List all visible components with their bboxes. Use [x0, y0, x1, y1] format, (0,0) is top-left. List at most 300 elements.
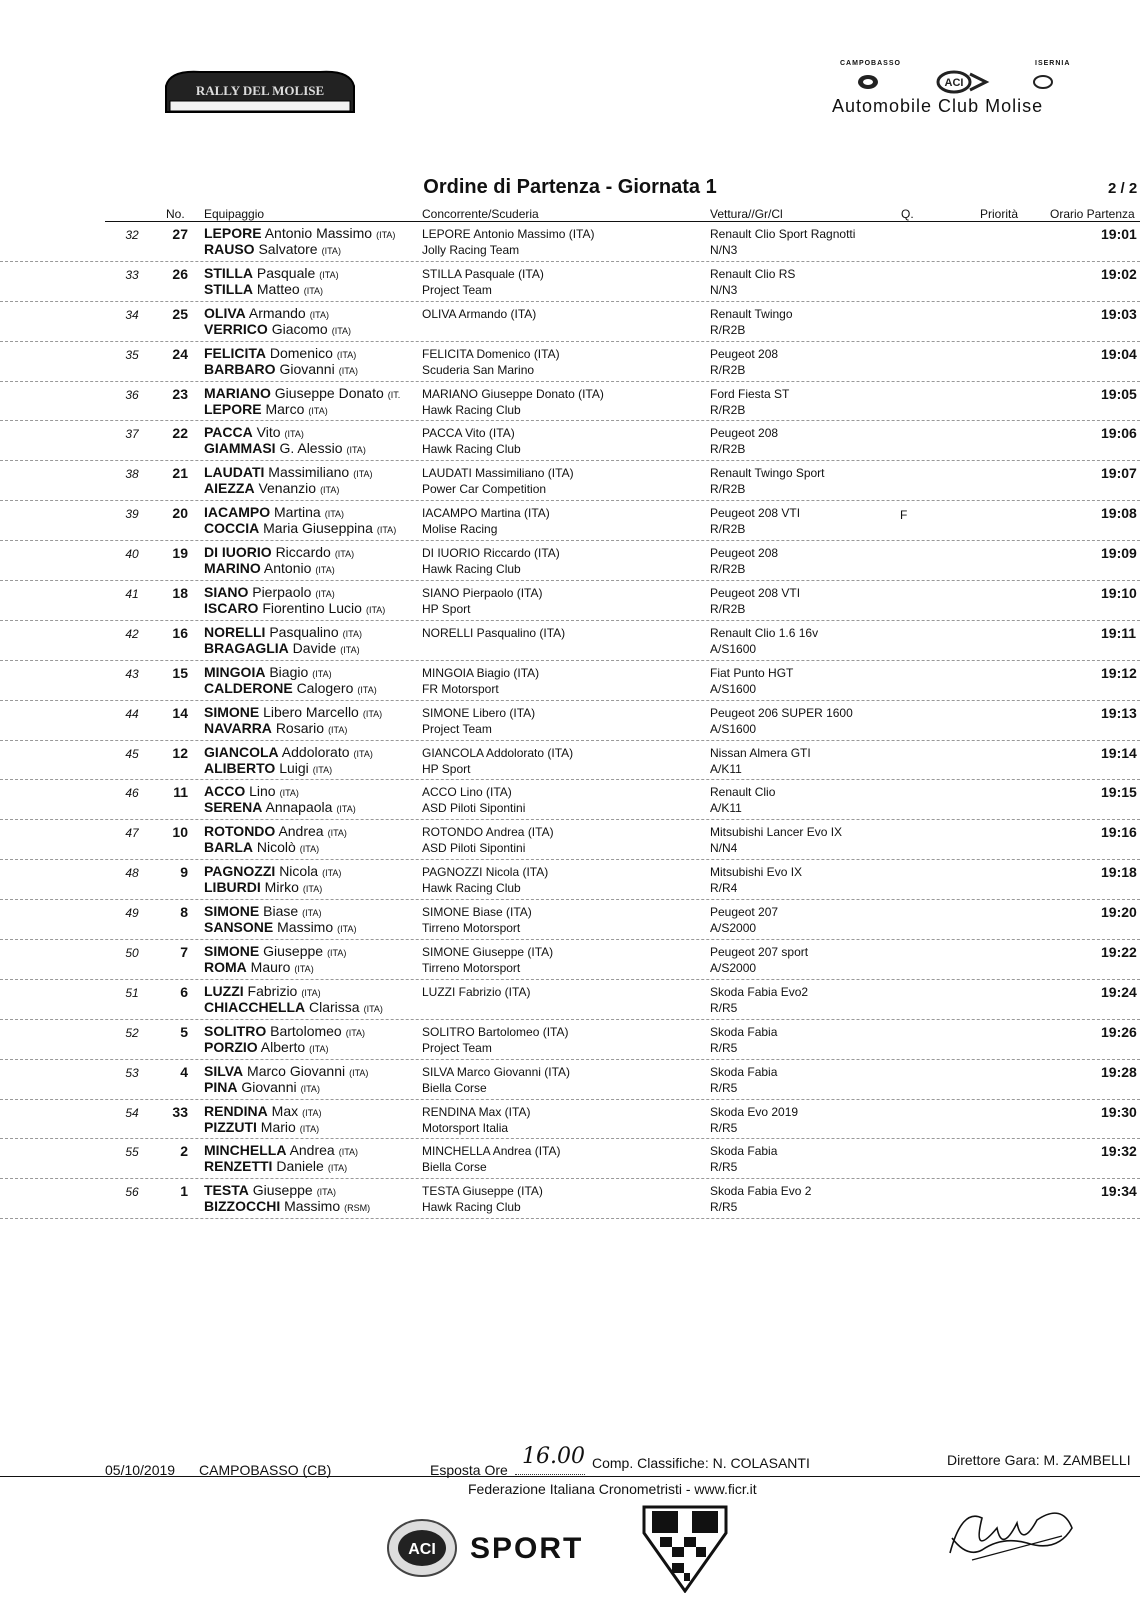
driver-last-name: OLIVA	[204, 304, 246, 321]
entrant-name: LUZZI Fabrizio (ITA)	[422, 984, 531, 999]
driver-last-name: STILLA	[204, 264, 253, 281]
codriver-nationality: (RSM)	[344, 1203, 371, 1214]
codriver-first-name: Calogero	[296, 679, 354, 696]
footer-classifiche: Comp. Classifiche: N. COLASANTI	[592, 1455, 810, 1471]
codriver-last-name: BARBARO	[204, 360, 276, 377]
start-time: 19:04	[1101, 345, 1137, 362]
car-model: Nissan Almera GTI	[710, 745, 811, 760]
car-model: Peugeot 208	[710, 426, 779, 441]
car-model: Renault Clio RS	[710, 266, 796, 281]
driver-last-name: RENDINA	[204, 1102, 268, 1119]
team-name: Motorsport Italia	[422, 1120, 509, 1135]
svg-text:ACI: ACI	[408, 1541, 436, 1558]
start-time: 19:09	[1101, 545, 1137, 562]
driver-nationality: (ITA)	[334, 549, 355, 560]
team-name: Molise Racing	[422, 522, 498, 537]
team-name: Tirreno Motorsport	[422, 921, 521, 936]
driver-name	[204, 704, 382, 720]
car-class: R/R5	[710, 1080, 738, 1095]
start-time: 19:06	[1101, 425, 1137, 442]
driver-name	[204, 464, 373, 480]
row-position: 44	[125, 706, 139, 721]
car-model: Peugeot 208 VTI	[710, 506, 801, 521]
entrant-name: RENDINA Max (ITA)	[422, 1104, 531, 1119]
row-position: 41	[125, 587, 139, 602]
car-model: Peugeot 208 VTI	[710, 586, 801, 601]
codriver-last-name: GIAMMASI	[204, 440, 276, 457]
codriver-name	[204, 560, 335, 576]
start-time: 19:30	[1101, 1103, 1137, 1120]
codriver-name	[204, 1198, 370, 1214]
rally-logo	[160, 68, 360, 116]
codriver-last-name: PIZZUTI	[204, 1118, 257, 1135]
driver-name	[204, 385, 400, 401]
driver-first-name: Biase	[263, 903, 299, 920]
car-model: Peugeot 207	[710, 905, 779, 920]
team-name: Jolly Racing Team	[422, 243, 520, 257]
driver-last-name: LAUDATI	[204, 464, 265, 481]
car-number: 21	[172, 465, 188, 482]
start-time: 19:13	[1101, 704, 1137, 721]
codriver-first-name: Salvatore	[258, 241, 318, 257]
driver-last-name: LUZZI	[204, 982, 244, 999]
car-number: 23	[172, 385, 188, 402]
row-position: 45	[125, 746, 139, 761]
codriver-nationality: (ITA)	[294, 964, 314, 975]
start-order-table	[0, 222, 1140, 1219]
car-number: 5	[180, 1023, 188, 1040]
car-number: 20	[172, 505, 188, 522]
car-model: Skoda Fabia	[710, 1024, 778, 1039]
driver-nationality: (ITA)	[338, 1147, 359, 1158]
row-position: 54	[125, 1105, 139, 1120]
ficr-shield-icon	[640, 1503, 730, 1593]
team-name: Project Team	[422, 1040, 492, 1055]
codriver-name	[204, 839, 319, 855]
codriver-nationality: (ITA)	[303, 285, 324, 296]
table-row	[0, 382, 1140, 422]
car-class: R/R5	[710, 1160, 738, 1175]
team-name: HP Sport	[422, 602, 471, 617]
driver-nationality: (ITA)	[376, 230, 396, 240]
col-header-start-time: Orario Partenza	[1050, 207, 1135, 221]
driver-last-name: GIANCOLA	[204, 743, 279, 760]
row-position: 52	[125, 1025, 139, 1040]
car-model: Skoda Fabia Evo 2	[710, 1184, 812, 1199]
table-row	[0, 581, 1140, 621]
footer-location: CAMPOBASSO (CB)	[199, 1462, 332, 1478]
aci-molise-logo	[830, 60, 1080, 120]
codriver-name	[204, 600, 385, 616]
row-position: 39	[125, 507, 139, 522]
table-row	[0, 820, 1140, 860]
driver-first-name: Libero Marcello	[263, 703, 359, 720]
codriver-last-name: COCCIA	[204, 520, 260, 537]
entrant-name: PACCA Vito (ITA)	[422, 426, 515, 441]
codriver-name	[204, 1119, 319, 1135]
entrant-name: ACCO Lino (ITA)	[422, 785, 512, 800]
entrant-name: MINCHELLA Andrea (ITA)	[422, 1144, 561, 1159]
car-number: 1	[180, 1183, 188, 1200]
driver-name	[204, 823, 347, 839]
car-model: Peugeot 206 SUPER 1600	[710, 705, 853, 720]
entrant-name: SOLITRO Bartolomeo (ITA)	[422, 1024, 569, 1039]
start-time: 19:28	[1101, 1063, 1137, 1080]
codriver-name	[204, 440, 366, 456]
entrant-name: SILVA Marco Giovanni (ITA)	[422, 1064, 571, 1079]
footer-date: 05/10/2019	[105, 1462, 176, 1478]
car-class: A/K11	[710, 801, 742, 816]
driver-name	[204, 265, 339, 281]
footer-exposed-time: 16.00	[522, 1444, 585, 1469]
driver-first-name: Bartolomeo	[270, 1022, 342, 1039]
driver-last-name: PAGNOZZI	[204, 863, 276, 880]
row-position: 36	[125, 387, 139, 402]
codriver-name	[204, 1039, 328, 1055]
codriver-first-name: Giacomo	[271, 320, 328, 337]
table-row	[0, 342, 1140, 382]
table-row	[0, 900, 1140, 940]
car-model: Mitsubishi Evo IX	[710, 865, 803, 880]
entrant-name: LEPORE Antonio Massimo (ITA)	[422, 227, 595, 241]
codriver-name	[204, 720, 347, 736]
car-class: R/R2B	[710, 442, 746, 457]
col-header-priority: Priorità	[980, 207, 1019, 221]
car-class: R/R2B	[710, 322, 746, 337]
car-class: N/N3	[710, 282, 738, 297]
car-class: R/R2B	[710, 602, 746, 617]
codriver-name	[204, 520, 396, 536]
car-number: 4	[180, 1063, 188, 1080]
aci-sport-emblem-icon	[386, 1512, 466, 1582]
driver-nationality: (ITA)	[301, 987, 321, 998]
team-name: Biella Corse	[422, 1080, 487, 1095]
start-time: 19:05	[1101, 385, 1137, 402]
driver-nationality: (ITA)	[345, 1027, 366, 1038]
driver-name	[204, 424, 304, 440]
row-position: 37	[125, 427, 139, 442]
driver-last-name: IACAMPO	[204, 504, 271, 521]
table-row	[0, 1139, 1140, 1179]
row-position: 53	[125, 1065, 139, 1080]
driver-name	[204, 1023, 365, 1039]
codriver-name	[204, 1079, 320, 1095]
driver-first-name: Pierpaolo	[252, 584, 312, 601]
row-position: 33	[125, 267, 139, 282]
codriver-last-name: NAVARRA	[204, 719, 272, 736]
car-model: Peugeot 207 sport	[710, 945, 809, 960]
driver-first-name: Giuseppe	[263, 943, 324, 960]
codriver-last-name: RAUSO	[204, 241, 255, 257]
team-name: Project Team	[422, 721, 492, 736]
codriver-last-name: VERRICO	[204, 320, 268, 337]
car-model: Skoda Fabia	[710, 1144, 778, 1159]
table-row	[0, 1020, 1140, 1060]
codriver-nationality: (ITA)	[365, 605, 386, 616]
car-class: A/S1600	[710, 681, 757, 696]
car-class: R/R5	[710, 1000, 738, 1015]
start-time: 19:16	[1101, 824, 1137, 841]
aci-emblems-icon	[846, 70, 1066, 94]
driver-last-name: SOLITRO	[204, 1022, 267, 1039]
start-time: 19:02	[1101, 265, 1137, 282]
driver-last-name: SILVA	[204, 1062, 244, 1079]
car-model: Renault Twingo Sport	[710, 466, 825, 481]
driver-first-name: Massimiliano	[268, 464, 350, 481]
car-class: A/S1600	[710, 721, 757, 736]
codriver-first-name: Antonio	[263, 560, 312, 577]
team-name: Hawk Racing Club	[422, 402, 521, 417]
codriver-name	[204, 680, 377, 696]
col-header-no: No.	[166, 207, 185, 221]
col-header-car: Vettura//Gr/Cl	[710, 207, 783, 221]
car-number: 15	[172, 664, 188, 681]
car-number: 33	[172, 1103, 188, 1120]
car-class: A/K11	[710, 761, 742, 776]
car-number: 27	[172, 226, 188, 242]
row-position: 51	[125, 985, 139, 1000]
driver-last-name: ACCO	[204, 783, 246, 800]
entrant-name: TESTA Giuseppe (ITA)	[422, 1184, 543, 1199]
driver-nationality: (ITA)	[327, 828, 347, 839]
row-position: 48	[125, 866, 139, 881]
car-number: 10	[172, 824, 188, 841]
table-row	[0, 461, 1140, 501]
car-model: Peugeot 208	[710, 346, 779, 361]
car-class: A/S1600	[710, 641, 757, 656]
codriver-last-name: MARINO	[204, 560, 261, 577]
codriver-last-name: LIBURDI	[204, 879, 261, 896]
car-number: 18	[172, 585, 188, 602]
driver-first-name: Addolorato	[281, 743, 350, 760]
driver-nationality: (ITA)	[353, 748, 373, 759]
driver-first-name: Riccardo	[275, 544, 331, 561]
car-number: 12	[172, 744, 188, 761]
footer-exposed-label: Esposta Ore	[430, 1462, 508, 1478]
codriver-first-name: Mirko	[264, 879, 299, 896]
page-number: 2 / 2	[1108, 180, 1138, 197]
driver-nationality: (IT.	[387, 389, 401, 400]
driver-nationality: (ITA)	[327, 948, 347, 959]
codriver-name	[204, 241, 341, 257]
table-row	[0, 541, 1140, 581]
car-class: A/S2000	[710, 921, 757, 936]
driver-first-name: Antonio Massimo	[264, 225, 373, 241]
start-time: 19:26	[1101, 1023, 1137, 1040]
codriver-nationality: (ITA)	[337, 924, 357, 935]
driver-first-name: Pasquale	[256, 264, 316, 281]
codriver-name	[204, 361, 358, 377]
page-title: Ordine di Partenza - Giornata 1	[423, 176, 717, 198]
entrant-name: MINGOIA Biagio (ITA)	[422, 665, 540, 680]
car-class: R/R2B	[710, 402, 746, 417]
codriver-nationality: (ITA)	[300, 1083, 320, 1094]
aci-city-right: ISERNIA	[1035, 60, 1071, 67]
start-time: 19:18	[1101, 864, 1137, 881]
driver-name	[204, 1142, 358, 1158]
codriver-last-name: SERENA	[204, 799, 263, 816]
driver-name	[204, 225, 395, 241]
car-model: Skoda Fabia	[710, 1064, 778, 1079]
entrant-name: LAUDATI Massimiliano (ITA)	[422, 466, 574, 481]
qualification-flag: F	[900, 508, 908, 523]
entrant-name: SIANO Pierpaolo (ITA)	[422, 586, 543, 601]
codriver-name	[204, 760, 332, 776]
row-position: 35	[125, 347, 139, 362]
codriver-first-name: Maria Giuseppina	[263, 520, 373, 537]
driver-nationality: (ITA)	[319, 269, 339, 280]
driver-nationality: (ITA)	[302, 908, 322, 919]
table-row	[0, 302, 1140, 342]
driver-first-name: Biagio	[269, 663, 309, 680]
team-name: ASD Piloti Sipontini	[422, 841, 526, 856]
start-time: 19:10	[1101, 585, 1137, 602]
car-model: Fiat Punto HGT	[710, 665, 794, 680]
car-number: 11	[173, 784, 188, 801]
codriver-first-name: Rosario	[275, 719, 325, 736]
start-time: 19:22	[1101, 944, 1137, 961]
car-number: 25	[172, 305, 188, 322]
car-number: 24	[172, 345, 188, 362]
codriver-name	[204, 321, 351, 337]
car-model: Renault Clio	[710, 785, 776, 800]
footer-divider	[0, 1476, 1140, 1477]
driver-first-name: Giuseppe	[252, 1182, 313, 1199]
entrant-name: ROTONDO Andrea (ITA)	[422, 825, 554, 840]
codriver-nationality: (ITA)	[331, 325, 352, 336]
codriver-first-name: Venanzio	[258, 480, 317, 497]
table-row	[0, 940, 1140, 980]
driver-last-name: LEPORE	[204, 225, 262, 241]
team-name: ASD Piloti Sipontini	[422, 801, 526, 816]
codriver-nationality: (ITA)	[338, 365, 359, 376]
car-number: 8	[180, 904, 188, 921]
entrant-name: MARIANO Giuseppe Donato (ITA)	[422, 386, 604, 401]
driver-nationality: (ITA)	[342, 628, 362, 639]
table-row	[0, 741, 1140, 781]
driver-nationality: (ITA)	[315, 589, 335, 600]
driver-name	[204, 305, 329, 321]
car-class: R/R2B	[710, 522, 746, 537]
table-row	[0, 661, 1140, 701]
driver-last-name: MARIANO	[204, 384, 271, 401]
start-time: 19:11	[1101, 624, 1137, 641]
start-time: 19:15	[1101, 784, 1137, 801]
driver-nationality: (ITA)	[349, 1067, 369, 1078]
start-time: 19:07	[1101, 465, 1137, 482]
row-position: 50	[125, 946, 139, 961]
driver-first-name: Martina	[274, 504, 321, 521]
exposed-time-dotted-line	[515, 1474, 585, 1475]
driver-name	[204, 1103, 321, 1119]
driver-last-name: MINCHELLA	[204, 1142, 287, 1159]
car-model: Skoda Fabia Evo2	[710, 984, 809, 999]
codriver-name	[204, 879, 322, 895]
driver-name	[204, 624, 362, 640]
codriver-first-name: Luigi	[279, 759, 309, 776]
codriver-nationality: (ITA)	[346, 445, 366, 456]
car-model: Mitsubishi Lancer Evo IX	[710, 825, 843, 840]
car-number: 9	[180, 864, 188, 881]
driver-last-name: SIMONE	[204, 903, 260, 920]
codriver-first-name: Marco	[265, 400, 305, 417]
aci-sport-text: SPORT	[470, 1532, 584, 1565]
driver-nationality: (ITA)	[353, 469, 373, 480]
codriver-name	[204, 480, 339, 496]
team-name: Tirreno Motorsport	[422, 961, 521, 976]
car-class: R/R5	[710, 1120, 738, 1135]
table-row	[0, 421, 1140, 461]
car-model: Renault Clio Sport Ragnotti	[710, 227, 856, 241]
codriver-last-name: AIEZZA	[204, 480, 255, 497]
col-header-entrant: Concorrente/Scuderia	[422, 207, 539, 221]
codriver-last-name: BARLA	[204, 839, 253, 856]
driver-name	[204, 584, 335, 600]
driver-last-name: PACCA	[204, 424, 253, 441]
driver-name	[204, 664, 332, 680]
driver-first-name: Domenico	[269, 344, 333, 361]
table-row	[0, 1179, 1140, 1219]
row-position: 42	[125, 626, 139, 641]
entrant-name: IACAMPO Martina (ITA)	[422, 506, 550, 521]
codriver-nationality: (ITA)	[299, 1123, 320, 1134]
driver-nationality: (ITA)	[302, 1107, 322, 1118]
col-header-q: Q.	[901, 207, 914, 221]
entrant-name: STILLA Pasquale (ITA)	[422, 266, 544, 281]
codriver-nationality: (ITA)	[357, 684, 377, 695]
driver-first-name: Pasqualino	[269, 623, 339, 640]
codriver-first-name: Alberto	[260, 1038, 306, 1055]
car-model: Renault Twingo	[710, 306, 793, 321]
codriver-first-name: Fiorentino Lucio	[262, 600, 362, 617]
driver-first-name: Vito	[256, 424, 281, 441]
team-name: HP Sport	[422, 761, 471, 776]
entrant-name: FELICITA Domenico (ITA)	[422, 346, 560, 361]
codriver-nationality: (ITA)	[363, 1003, 383, 1014]
car-class: R/R4	[710, 881, 738, 896]
director-signature	[942, 1498, 1082, 1568]
driver-nationality: (ITA)	[362, 708, 383, 719]
codriver-nationality: (ITA)	[308, 405, 328, 416]
codriver-nationality: (ITA)	[320, 485, 340, 496]
driver-last-name: ROTONDO	[204, 823, 276, 840]
driver-nationality: (ITA)	[279, 788, 299, 799]
codriver-nationality: (ITA)	[321, 246, 341, 256]
start-time: 19:14	[1101, 744, 1137, 761]
codriver-nationality: (ITA)	[315, 565, 335, 576]
car-number: 16	[172, 624, 188, 641]
team-name: Hawk Racing Club	[422, 1200, 521, 1215]
codriver-last-name: BIZZOCCHI	[204, 1198, 281, 1215]
table-row	[0, 980, 1140, 1020]
car-number: 2	[180, 1143, 188, 1160]
car-number: 14	[172, 704, 188, 721]
team-name: Hawk Racing Club	[422, 881, 521, 896]
entrant-name: NORELLI Pasqualino (ITA)	[422, 625, 566, 640]
driver-nationality: (ITA)	[322, 868, 342, 879]
row-position: 49	[125, 906, 139, 921]
car-number: 26	[172, 265, 188, 282]
start-time: 19:32	[1101, 1143, 1137, 1160]
car-number: 22	[172, 425, 188, 442]
entrant-name: SIMONE Libero (ITA)	[422, 705, 536, 720]
codriver-name	[204, 999, 383, 1015]
codriver-last-name: CALDERONE	[204, 679, 293, 696]
entrant-name: PAGNOZZI Nicola (ITA)	[422, 865, 549, 880]
car-class: A/S2000	[710, 961, 757, 976]
start-time: 19:34	[1101, 1183, 1137, 1200]
row-position: 32	[125, 228, 139, 242]
